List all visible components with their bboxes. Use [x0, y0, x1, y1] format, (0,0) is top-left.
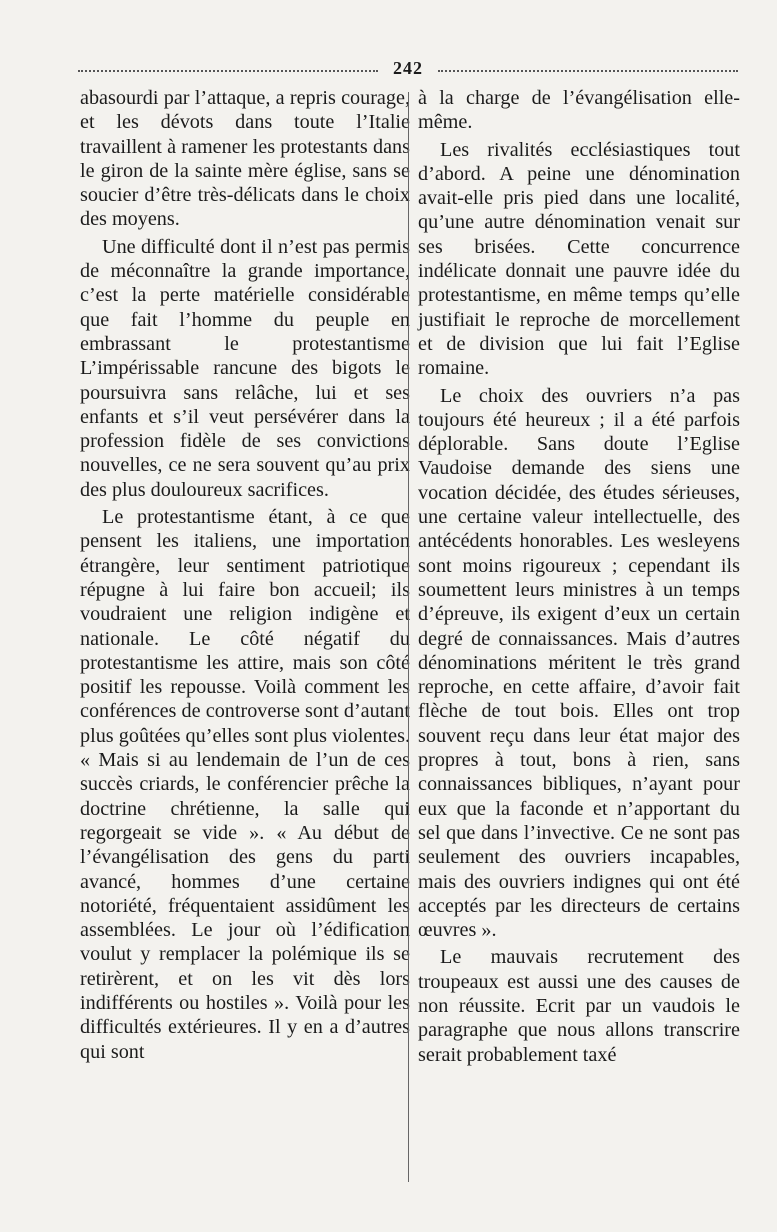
right-column [418, 86, 740, 1067]
paragraph: Le protestantisme étant, à ce que pensent les italiens, une importation étrangère, leur sentiment patriotique répugne à lui faire bon accueil; ils voudraient une religion indigène et nationale. Le côté négatif du protestantisme les attire, mais son côté positif les repousse. Voilà comment les conférences de controverse sont d’autant plus goûtées qu’elles sont plus violentes. « Mais si au lendemain de l’un de ces succès criards, le conférencier prêche la doctrine chrétienne, la salle qui regorgeait se vide ». « Au début de l’évangélisation des gens du parti avancé, hommes d’une certaine notoriété, fréquentaient assidûment les assemblées. Le jour où l’édification voulut y remplacer la polémique ils se retirèrent, et on les vit dès lors indifférents ou hostiles ». Voilà pour les difficultés extérieures. Il y en a d’autres qui sont [80, 506, 410, 1063]
left-column [80, 86, 410, 1064]
paragraph: Les rivalités ecclésiastiques tout d’abord. A peine une dénomination avait-elle pris pied dans une localité, qu’une autre dénomination venait sur ses brisées. Cette concurrence indélicate donnait une pauvre idée du protestantisme, en même temps qu’elle justifiait le reproche de morcellement et de division que lui fait l’Eglise romaine. [418, 138, 740, 380]
column-divider [408, 92, 409, 1182]
paragraph: à la charge de l’évangélisation elle-même. [418, 87, 740, 134]
paragraph: abasourdi par l’attaque, a repris courage, et les dévots dans toute l’Italie travaillent à ramener les protestants dans le giron de la sainte mère église, sans se soucier d’être très-délicats dans le choix des moyens. [80, 87, 410, 231]
paragraph: Le choix des ouvriers n’a pas toujours été heureux ; il a été parfois déplorable. Sans doute l’Eglise Vaudoise demande des siens une vocation décidée, des études sérieuses, une certaine valeur intellectuelle, des antécédents honorables. Les wesleyens sont moins rigoureux ; cependant ils soumettent leurs ministres à un temps d’épreuve, ils exigent d’eux un certain degré de connaissances. Mais d’autres dénominations méritent le très grand reproche, en cette affaire, d’avoir fait flèche de tout bois. Elles ont trop souvent reçu dans leur état major des propres à tout, bons à rien, sans connaissances bibliques, n’ayant pour eux que la faconde et n’apportant du sel que dans l’invective. Ce ne sont pas seulement des ouvriers incapables, mais des ouvriers indignes qui ont été acceptés par les directeurs de certains œuvres ». [418, 384, 740, 942]
paragraph: Le mauvais recrutement des troupeaux est aussi une des causes de non réussite. Ecrit par un vaudois le paragraphe que nous allons transcrire serait probablement taxé [418, 946, 740, 1066]
page-number: 242 [393, 58, 423, 78]
header-rule-left [78, 70, 378, 72]
header-rule-right [438, 70, 738, 72]
paragraph: Une difficulté dont il n’est pas permis de méconnaître la grande importance, c’est la perte matérielle considérable que fait l’homme du peuple en embrassant le protestantisme L’impérissable rancune des bigots le poursuivra sans relâche, lui et ses enfants et s’il veut persévérer dans la profession fidèle de ses convictions nouvelles, ce ne sera souvent qu’au prix des plus douloureux sacrifices. [80, 235, 410, 501]
page-header [78, 58, 738, 82]
